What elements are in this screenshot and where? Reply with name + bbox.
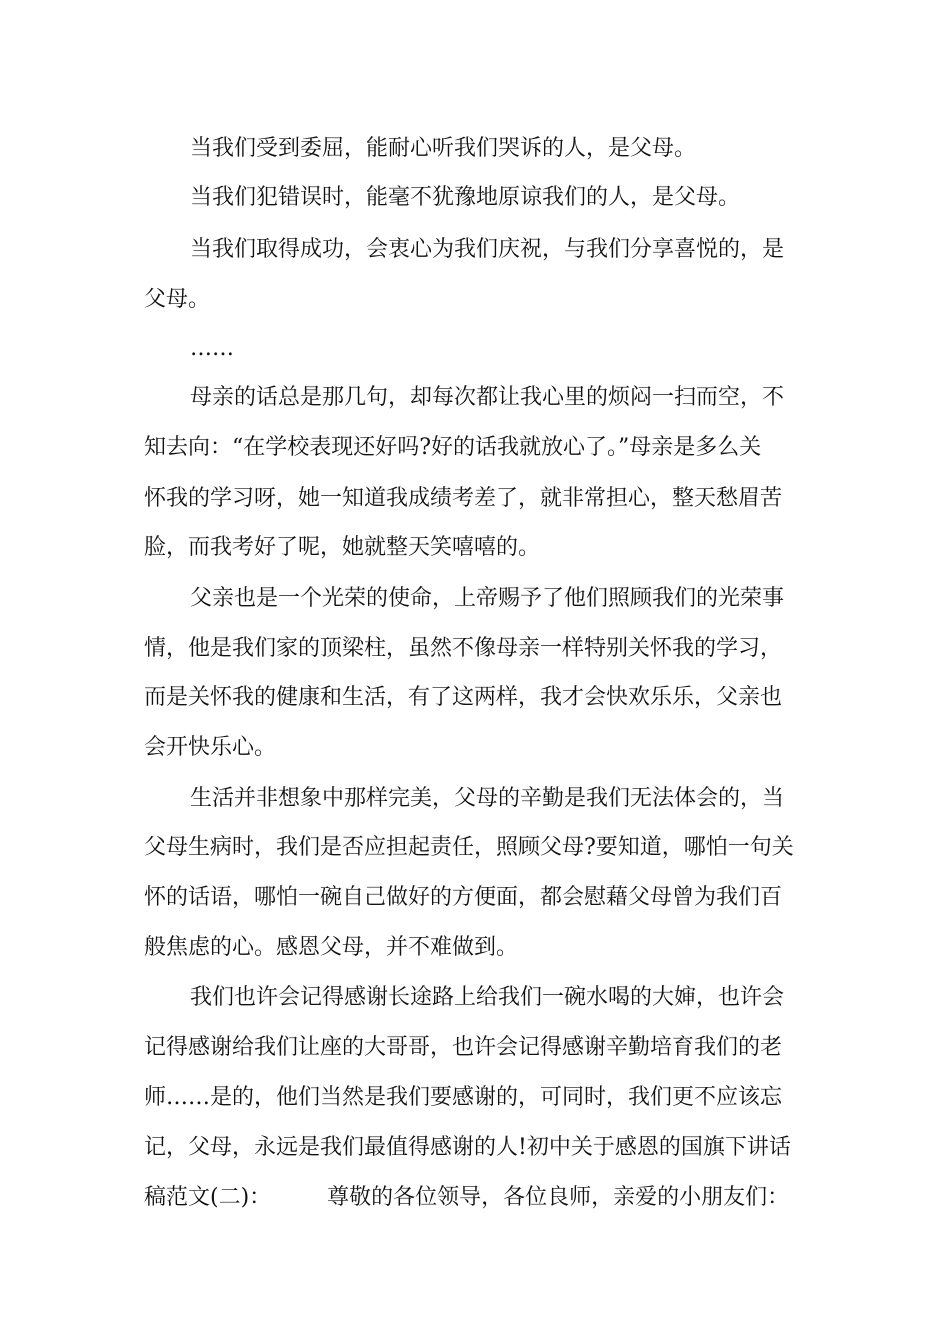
- paragraph-line: 会开快乐心。: [144, 735, 277, 760]
- paragraph-line: 父亲也是一个光荣的使命，上帝赐予了他们照顾我们的光荣事: [190, 586, 785, 611]
- paragraph-line: 当我们受到委屈，能耐心听我们哭诉的人，是父母。: [190, 136, 697, 161]
- paragraph-line: 父母生病时，我们是否应担起责任，照顾父母?要知道，哪怕一句关: [144, 835, 794, 860]
- paragraph-line: 情，他是我们家的顶梁柱，虽然不像母亲一样特别关怀我的学习，: [144, 636, 783, 661]
- paragraph-line: 父母。: [144, 287, 211, 312]
- paragraph-line: 而是关怀我的健康和生活，有了这两样，我才会快欢乐乐，父亲也: [144, 685, 783, 710]
- paragraph-line: 我们也许会记得感谢长途路上给我们一碗水喝的大婶，也许会: [190, 985, 785, 1010]
- paragraph-line: 记，父母，永远是我们最值得感谢的人!初中关于感恩的国旗下讲话: [144, 1135, 791, 1160]
- paragraph-line: 脸，而我考好了呢，她就整天笑嘻嘻的。: [144, 535, 541, 560]
- paragraph-line: 怀的话语，哪怕一碗自己做好的方便面，都会慰藉父母曾为我们百: [144, 885, 783, 910]
- paragraph-line: 生活并非想象中那样完美，父母的辛勤是我们无法体会的，当: [190, 786, 785, 811]
- paragraph-line: 母亲的话总是那几句，却每次都让我心里的烦闷一扫而空，不: [190, 385, 785, 410]
- paragraph-line: 般焦虑的心。感恩父母，并不难做到。: [144, 935, 519, 960]
- paragraph-line: 当我们取得成功，会衷心为我们庆祝，与我们分享喜悦的，是: [190, 237, 785, 262]
- paragraph-line: 记得感谢给我们让座的大哥哥，也许会记得感谢辛勤培育我们的老: [144, 1035, 783, 1060]
- document-heading-text: 稿范文(二)：: [144, 1185, 272, 1210]
- paragraph-line: 知去向：“在学校表现还好吗?好的话我就放心了。”母亲是多么关: [144, 435, 762, 460]
- ellipsis-line: ……: [190, 336, 234, 361]
- salutation-text: 尊敬的各位领导，各位良师，亲爱的小朋友们：: [327, 1185, 790, 1210]
- paragraph-last-line: [144, 1183, 789, 1213]
- paragraph-line: 师……是的，他们当然是我们要感谢的，可同时，我们更不应该忘: [144, 1085, 783, 1110]
- paragraph-line: 当我们犯错误时，能毫不犹豫地原谅我们的人，是父母。: [190, 185, 741, 210]
- paragraph-line: 怀我的学习呀，她一知道我成绩考差了，就非常担心，整天愁眉苦: [144, 486, 783, 511]
